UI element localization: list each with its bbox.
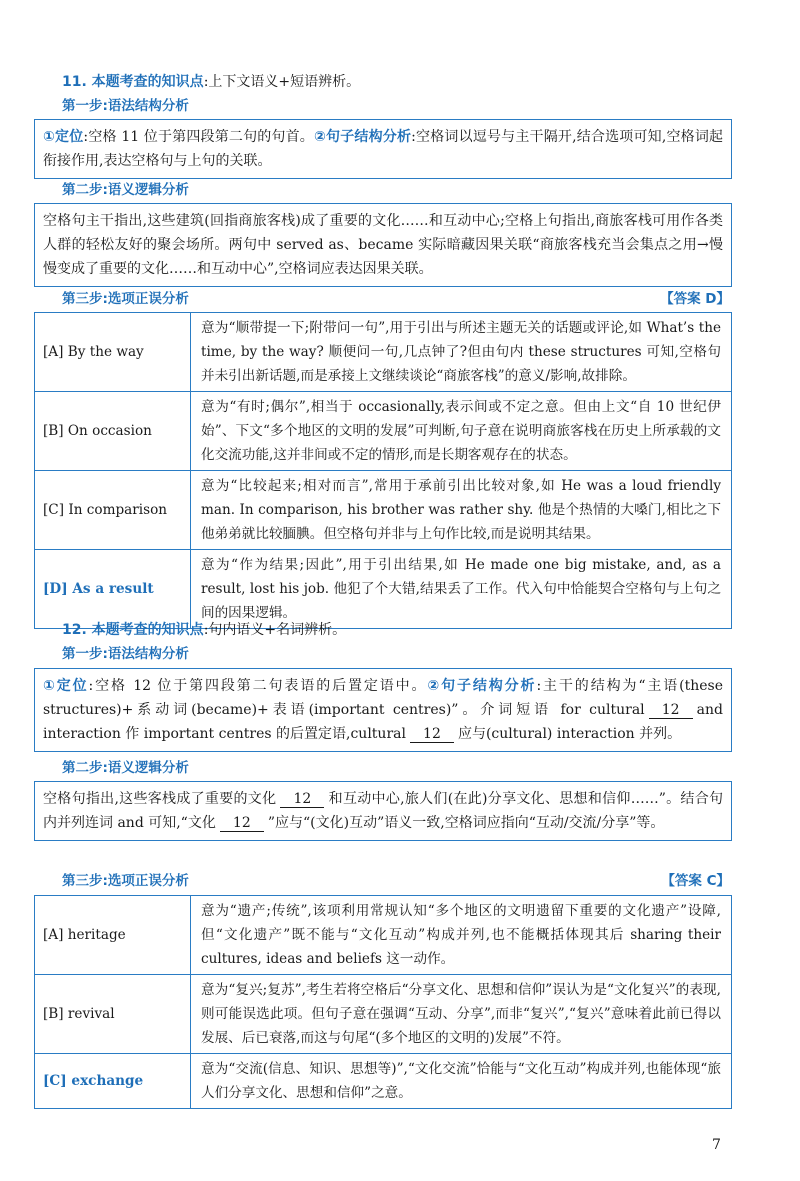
q11-step3-heading: 第三步:选项正误分析 (62, 291, 189, 307)
logic-text-2: 和互动中心,旅人们(在此)分享文化、思想和信仰……”。结合句内并列连词 and 可知,“文化 (43, 791, 724, 831)
q12-title-rest: :句内语义+名词辨析。 (203, 622, 347, 638)
locate-label: ①定位 (43, 678, 89, 694)
structure-label: ②句子结构分析 (314, 129, 412, 145)
locate-text: :空格 12 位于第四段第二句表语的后置定语中。 (88, 678, 428, 694)
structure-text-2: and interaction 作 important centres 的后置定语,cultural (43, 702, 723, 742)
option-explanation: 意为“有时;偶尔”,相当于 occasionally,表示间或不定之意。但由上文“自 10 世纪伊始”、下文“多个地区的文明的发展”可判断,句子意在说明商旅客栈在历史上所承载的文化交流功能,这并非间或不定的情形,而是长期客观存在的状态。 (191, 392, 732, 471)
option-label-correct: [C] exchange (35, 1054, 191, 1109)
option-row (35, 392, 732, 471)
option-label-correct: [D] As a result (35, 550, 191, 629)
q11-title (62, 72, 360, 92)
q11-title-number: 11. 本题考查的知识点 (62, 74, 204, 90)
option-label: [B] On occasion (35, 392, 191, 471)
structure-label: ②句子结构分析 (427, 678, 537, 694)
q12-answer: 【答案 C】 (661, 873, 730, 889)
q11-step1-box (34, 119, 732, 179)
option-row (35, 313, 732, 392)
q12-step3-heading: 第三步:选项正误分析 (62, 873, 189, 889)
locate-label: ①定位 (43, 129, 84, 145)
logic-text-1: 空格句指出,这些客栈成了重要的文化 (43, 791, 277, 807)
option-label: [B] revival (35, 975, 191, 1054)
q11-answer: 【答案 D】 (660, 291, 730, 307)
page-number: 7 (712, 1137, 721, 1153)
option-explanation: 意为“顺带提一下;附带问一句”,用于引出与所述主题无关的话题或评论,如 What’s the time, by the way? 顺便问一句,几点钟了?但由句内 these structures 可知,空格句并未引出新话题,而是承接上文继续谈论“商旅客栈”的意义/影响,故排除。 (191, 313, 732, 392)
q11-title-rest: :上下文语义+短语辨析。 (203, 74, 361, 90)
option-label: [A] heritage (35, 896, 191, 975)
q12-step2-box (34, 781, 732, 841)
blank-12: 12 (220, 815, 264, 832)
logic-text-3: ”应与“(文化)互动”语义一致,空格词应指向“互动/交流/分享”等。 (267, 815, 665, 831)
structure-text-3: 应与(cultural) interaction 并列。 (457, 726, 682, 742)
q11-step2-box: 空格句主干指出,这些建筑(回指商旅客栈)成了重要的文化……和互动中心;空格上句指出,商旅客栈可用作各类人群的轻松友好的聚会场所。两句中 served as、became 实际暗藏因果关联“商旅客栈充当会集点之用→慢慢变成了重要的文化……和互动中心”,空格词应表达因果关联。 (34, 203, 732, 287)
locate-text: :空格 11 位于第四段第二句的句首。 (83, 129, 314, 145)
option-explanation: 意为“遗产;传统”,该项利用常规认知“多个地区的文明遗留下重要的文化遗产”设障,但“文化遗产”既不能与“文化互动”构成并列,也不能概括体现其后 sharing their cultures, ideas and beliefs 这一动作。 (191, 896, 732, 975)
q11-options-table (34, 312, 732, 629)
structure-text: :空格词以逗号与主干隔开,结合选项可知,空格词起衔接作用,表达空格句与上句的关联。 (43, 129, 724, 169)
blank-12: 12 (649, 702, 693, 719)
blank-12: 12 (410, 726, 454, 743)
q12-step2-heading: 第二步:语义逻辑分析 (62, 760, 189, 776)
q12-title (62, 620, 346, 640)
q12-options-table (34, 895, 732, 1109)
q12-step1-box (34, 668, 732, 752)
option-label: [A] By the way (35, 313, 191, 392)
q11-step1-heading: 第一步:语法结构分析 (62, 98, 189, 114)
option-row (35, 471, 732, 550)
option-row (35, 975, 732, 1054)
q12-step1-heading: 第一步:语法结构分析 (62, 646, 189, 662)
q12-title-number: 12. 本题考查的知识点 (62, 622, 204, 638)
option-row (35, 896, 732, 975)
q11-step2-heading: 第二步:语义逻辑分析 (62, 182, 189, 198)
blank-12: 12 (280, 791, 324, 808)
option-row (35, 1054, 732, 1109)
option-explanation: 意为“比较起来;相对而言”,常用于承前引出比较对象,如 He was a loud friendly man. In comparison, his brother was rather shy. 他是个热情的大嗓门,相比之下他弟弟就比较腼腆。但空格句并非与上句作比较,而是说明其结果。 (191, 471, 732, 550)
option-explanation: 意为“作为结果;因此”,用于引出结果,如 He made one big mistake, and, as a result, lost his job. 他犯了个大错,结果丢了工作。代入句中恰能契合空格句与上句之间的因果逻辑。 (191, 550, 732, 629)
option-row (35, 550, 732, 629)
structure-text: :主干的结构为“主语(these structures)+系动词(became)+表语(important centres)”。介词短语 for cultural (43, 678, 724, 718)
option-label: [C] In comparison (35, 471, 191, 550)
option-explanation: 意为“交流(信息、知识、思想等)”,“文化交流”恰能与“文化互动”构成并列,也能体现“旅人们分享文化、思想和信仰”之意。 (191, 1054, 732, 1109)
option-explanation: 意为“复兴;复苏”,考生若将空格后“分享文化、思想和信仰”误认为是“文化复兴”的表现,则可能误选此项。但句子意在强调“互动、分享”,而非“复兴”,“复兴”意味着此前已得以发展、后已衰落,而这与句尾“(多个地区的文明的)发展”不符。 (191, 975, 732, 1054)
